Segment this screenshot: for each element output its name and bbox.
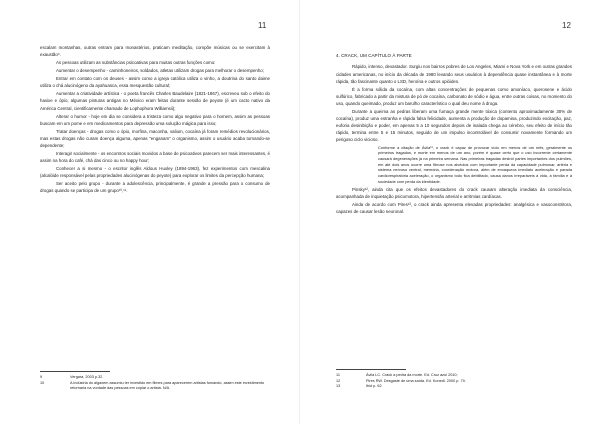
footnote-mark: 10 [40, 380, 45, 385]
paragraph: É a forma sólida da cocaína, com altas concentrações de pequenas como amoníaco, querosene e ácido sulfúrico, fabricado a partir da mistura de pó de cocaína, carbonato de sódio e água, entre outras coisas, no momento do uso, quando queimado, produz um barulho característico o qual deu nome à droga. [336, 86, 572, 106]
paragraph: As pessoas utilizam as substâncias psicoativas para muitas outras funções como: [56, 60, 216, 66]
paragraph: escalam montanhas, outras entram para monastérios, praticam meditação, compõe músicas ou se exercitam à exaustão⁹. [40, 45, 270, 58]
page-number: 11 [258, 21, 267, 30]
right-page-body [336, 44, 572, 216]
footnote-mark: 12 [336, 378, 341, 383]
list-paragraph: Aumentar a criatividade artística - o poeta francês Charles Baudelaire (1821-1867), escreveu sob o efeito do haxixe e ópio, algumas pinturas antigas no México eram feitas durante sessão de peyote (é um cacto nativo da América Central, cientificamente chamado de Lophophora Williamsii); [40, 91, 270, 111]
footnote-text: Ávila LC. Crack a pedra da morte. Ed. Cruz azul 2010; [366, 373, 458, 377]
block-quote: Conforme a citação de Ávila¹¹, o crack é capaz de provocar vício em menos de um mês, geralmente os primeiros tragados, e morte em menos de um ano, porém é quase certo que o uso incorrente certamente causará degenerações já na primeira semana. Nas primeiras tragadas destrói partes importantes dos pulmões, em até dois anos ocorre uma fibrose nos alvéolos com importante perda da capacidade pulmonar, artéria e sistema nervoso central, memória, coordenação motora, além de enxaqueca imediato aceleração e parada cardiorespiratória aceleração, o organismo todo fica debilitado, causa danos irreparáveis à vida, à família e à sociedade com perda da identidade. [378, 144, 572, 184]
footnote-mark: 13 [336, 384, 341, 389]
footnotes [336, 373, 566, 390]
list-paragraph: Entrar em contato com os deuses - assim como a igreja católica utiliza o vinho, a doutrina do santo daime utiliza o chá alucinógeno da ayahuasca, essa mesquestão cultural; [40, 76, 270, 89]
footnote-text: A indústria do algaxem assumiu ter investido em filmes para aparecerem artistas fumando, assim este investimento retornaria na vontade das pessoas em copiar o artista. N/A. [70, 380, 265, 391]
page-number: 12 [562, 21, 571, 30]
list-paragraph: Conhecer a si mesmo - o escritor inglês Aldous Huxley (1894-1963), fez experimentos com mescalina (alcalóide responsável pelas propriedades alucinógenas do peyote) para explorar os limites da percepção humana; [40, 166, 270, 179]
list-paragraph: Ser aceito pelo grupo - durante a adolescência, principalmente, é grande a pressão para o consumo de drogas quando se participa de um grupo¹⁰,¹¹. [40, 181, 270, 194]
footnote-mark: 9 [40, 375, 43, 379]
footnote-text: Pires RW. Desgaste de uma saída. Ed. Konedi. 2000 p. 79. [366, 378, 466, 383]
list-paragraph: Interagir socialmente - os encontros sociais movidos a base de psicoativos parecem ser mais interessantes, é assim na hora do café, chá das cinco ou no happy hour; [40, 150, 270, 164]
footnote-text: Vergara, 2003 p.32 [70, 375, 103, 379]
list-paragraph: Aumentar o desempenho - caminhoneiros, soldados, atletas utilizam drogas para melhorar o desempenho; [56, 68, 264, 74]
footnote-rule [40, 371, 110, 372]
paragraph: Durante a queima as pedras liberam uma fumaça grande mente tóxica (contento aproximadamente 30% de cocaína), produz uma estranha e rápida falsa felicidade, aumenta a produção de dopamina, produzindo excitação, paz, euforia desinibição e poder, em apenas 5 a 10 segundos depois de inalada chega ao cérebro, seu efeito de início tão rápido, termina entre 5 e 15 minutos, seguido de um impulso incontrolável de consumir novamente formando um perigoso ciclo vicioso. [336, 108, 572, 143]
footnote [336, 384, 566, 390]
section-heading: 4. CRACK, UM CAPÍTULO À PARTE [336, 53, 412, 58]
right-page [300, 0, 600, 424]
footnote-text: Ibid p. 62 [366, 384, 382, 389]
footnote-rule [336, 369, 406, 370]
list-paragraph: Tratar doenças - drogas como o ópio, morfina, maconha, valium, cocaína já foram remédios revolucionários, mas estas drogas não curam doença alguma, apenas "enganam" o organismo, assim o usuário acaba tornando-se dependente; [40, 128, 270, 148]
paragraph: Pinsky¹², ainda cita que os efeitos devastadores do crack causam alteração imediata da consciência, acompanhada de inquietação psicomotora, hipertensão arterial e arritmias cardíacas. [336, 187, 572, 200]
list-paragraph: Alterar o humor - hoje em dia se considera a tristeza como algo negativo para o homem, assim as pessoas buscam em um pome e em medicamentos para depressão uma solução mágica para isso; [40, 113, 270, 126]
paragraph: Rápido, intenso, devastador. Surgiu nos bairros pobres de Los Angeles, Miami e Nova York e em outras grandes cidades americanas, no início da década de 1980 levando seus usuários à dependência quase instantânea e à morte rápida, tão fascinante quanto o LSD, heroína e outros opióides. [336, 64, 572, 84]
paragraph: Ainda de acordo com Pires¹³, o crack ainda apresenta elevadas propriedades: analgésica e vasoconstritora, capazes de causar lesão neuronal. [336, 202, 572, 215]
footnotes [40, 375, 272, 392]
footnote [40, 381, 272, 392]
footnote-mark: 11 [336, 373, 340, 377]
left-page-body [40, 44, 270, 195]
